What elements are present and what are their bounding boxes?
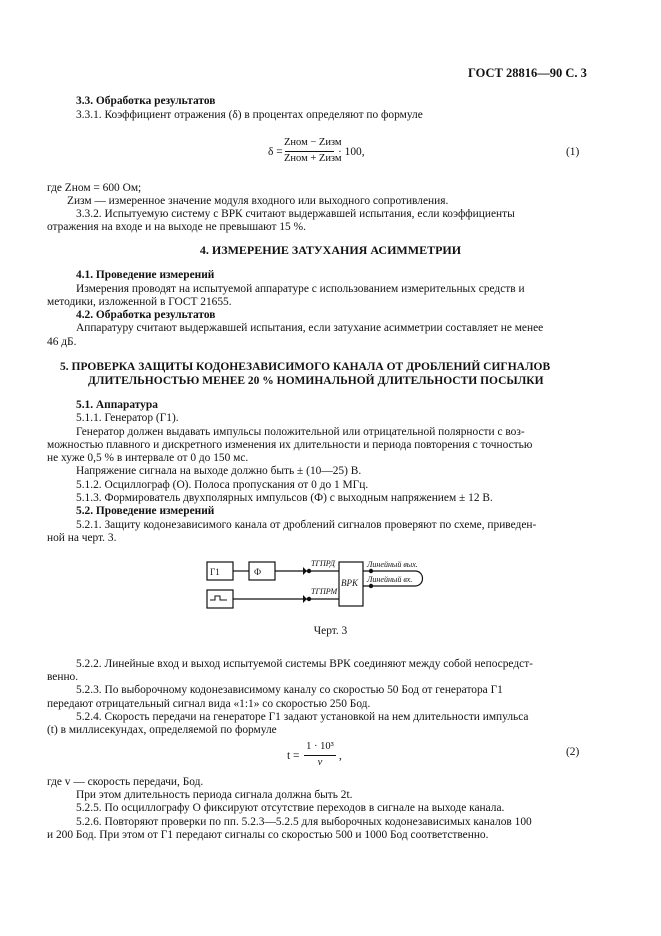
para-4-1-l1: Измерения проводят на испытуемой аппаратуре с использованием измерительных средств и bbox=[76, 283, 525, 295]
section-5-2-title: 5.2. Проведение измерений bbox=[76, 505, 215, 517]
where-2: Zизм — измеренное значение модуля входного или выходного сопротивления. bbox=[67, 195, 449, 207]
formula-1-denominator: Zном + Zизм bbox=[284, 153, 342, 164]
section-4-heading: 4. ИЗМЕРЕНИЕ ЗАТУХАНИЯ АСИММЕТРИИ bbox=[199, 243, 462, 257]
section-3-3-title: 3.3. Обработка результатов bbox=[76, 95, 216, 107]
para-5-2-6-l1: 5.2.6. Повторяют проверки по пп. 5.2.3—5.2.5 для выборочных кодонезависимых каналов 100 bbox=[76, 816, 532, 828]
diagram-label-tg-prd: ТГПРД bbox=[311, 559, 335, 568]
formula-2-number: (2) bbox=[566, 746, 580, 758]
diagram-label-vrk: ВРК bbox=[341, 578, 358, 588]
para-5-2-4-l2: (t) в миллисекундах, определяемой по формуле bbox=[47, 724, 277, 736]
formula-2-numerator: 1 · 10³ bbox=[306, 741, 334, 752]
figure-caption: Черт. 3 bbox=[313, 625, 348, 637]
formula-1-number: (1) bbox=[566, 146, 580, 158]
section-5-heading-l2: ДЛИТЕЛЬНОСТЬЮ МЕНЕЕ 20 % НОМИНАЛЬНОЙ ДЛИТЕЛЬНОСТИ ПОСЫЛКИ bbox=[88, 375, 544, 387]
section-4-1-title: 4.1. Проведение измерений bbox=[76, 269, 215, 281]
loopback-arc bbox=[415, 571, 423, 586]
formula-2-lhs: t = bbox=[287, 750, 300, 762]
arrow-prd bbox=[303, 567, 307, 575]
para-5-1-1c: Напряжение сигнала на выходе должно быть ± (10—25) В. bbox=[76, 465, 362, 477]
formula-2-fraction-bar bbox=[304, 755, 336, 756]
para-4-1-l2: методики, изложенной в ГОСТ 21655. bbox=[47, 296, 232, 308]
para-5-1-1b-l1: Генератор должен выдавать импульсы положительной или отрицательной полярности с воз- bbox=[76, 426, 525, 438]
formula-1-tail: · 100, bbox=[338, 146, 365, 158]
section-4-2-title: 4.2. Обработка результатов bbox=[76, 309, 216, 321]
para-5-2-2-l2: венно. bbox=[47, 671, 79, 683]
para-5-2-6-l2: и 200 Бод. При этом от Г1 передают сигналы со скоростью 500 и 1000 Бод соответственно. bbox=[47, 829, 489, 841]
formula-1-lhs: δ = bbox=[268, 146, 283, 158]
para-5-2-2-l1: 5.2.2. Линейные вход и выход испытуемой системы ВРК соединяют между собой непосредст- bbox=[76, 658, 533, 670]
section-5-heading-l1: 5. ПРОВЕРКА ЗАЩИТЫ КОДОНЕЗАВИСИМОГО КАНАЛА ОТ ДРОБЛЕНИЙ СИГНАЛОВ bbox=[60, 361, 551, 373]
page-header: ГОСТ 28816—90 С. 3 bbox=[468, 66, 587, 80]
para-3-3-1: 3.3.1. Коэффициент отражения (δ) в процентах определяют по формуле bbox=[76, 109, 423, 121]
formula-1-fraction-bar bbox=[285, 151, 334, 152]
para-5-2-3-l1: 5.2.3. По выборочному кодонезависимому каналу со скоростью 50 Бод от генератора Г1 bbox=[76, 684, 503, 696]
shaper-f-box bbox=[249, 562, 275, 580]
formula-2-tail: , bbox=[339, 750, 342, 762]
para-4-2-l1: Аппаратуру считают выдержавшей испытания, если затухание асимметрии составляет не менее bbox=[76, 322, 544, 334]
para-5-2-5: 5.2.5. По осциллографу О фиксируют отсутствие переходов в сигнале на выходе канала. bbox=[76, 802, 505, 814]
para-5-2-4b: При этом длительность периода сигнала должна быть 2t. bbox=[76, 789, 353, 801]
diagram-label-g1: Г1 bbox=[210, 567, 220, 577]
para-4-2-l2: 46 дБ. bbox=[47, 336, 77, 348]
para-5-1-1: 5.1.1. Генератор (Г1). bbox=[76, 412, 179, 424]
para-5-1-2: 5.1.2. Осциллограф (О). Полоса пропускания от 0 до 1 МГц. bbox=[76, 479, 369, 491]
diagram-label-line-in: Линейный вх. bbox=[367, 575, 413, 584]
diagram-label-line-out: Линейный вых. bbox=[367, 560, 418, 569]
para-5-1-3: 5.1.3. Формирователь двухполярных импульсов (Ф) с выходным напряжением ± 12 В. bbox=[76, 492, 493, 504]
para-5-2-1-l1: 5.2.1. Защиту кодонезависимого канала от дроблений сигналов проверяют по схеме, приведен- bbox=[76, 519, 537, 531]
para-3-3-2-l1: 3.3.2. Испытуемую систему с ВРК считают выдержавшей испытания, если коэффициенты bbox=[76, 208, 515, 220]
para-5-1-1b-l3: не хуже 0,5 % в интервале от 0 до 150 мс. bbox=[47, 452, 249, 464]
section-5-1-title: 5.1. Аппаратура bbox=[76, 399, 158, 411]
para-5-2-4-l1: 5.2.4. Скорость передачи на генераторе Г1 задают установкой на нем длительности импульса bbox=[76, 711, 529, 723]
para-5-1-1b-l2: можностью плавного и дискретного изменения их длительности и периода повторения с точностью bbox=[47, 439, 533, 451]
arrow-prm bbox=[303, 595, 307, 603]
para-3-3-2-l2: отражения на входе и на выходе не превышают 15 %. bbox=[47, 221, 306, 233]
para-5-2-3-l2: передают отрицательный сигнал вида «1:1» со скоростью 250 Бод. bbox=[47, 698, 371, 710]
para-5-2-1-l2: ной на черт. 3. bbox=[47, 532, 117, 544]
where-1: где Zном = 600 Ом; bbox=[47, 182, 142, 194]
oscilloscope-waveform-icon bbox=[210, 596, 227, 600]
formula-1-numerator: Zном − Zизм bbox=[284, 137, 342, 148]
formula-2-denominator: v bbox=[317, 757, 323, 768]
diagram-label-tg-prm: ТГПРМ bbox=[311, 587, 338, 596]
diagram-label-f: Ф bbox=[254, 567, 262, 577]
where-3: где v — скорость передачи, Бод. bbox=[47, 776, 204, 788]
